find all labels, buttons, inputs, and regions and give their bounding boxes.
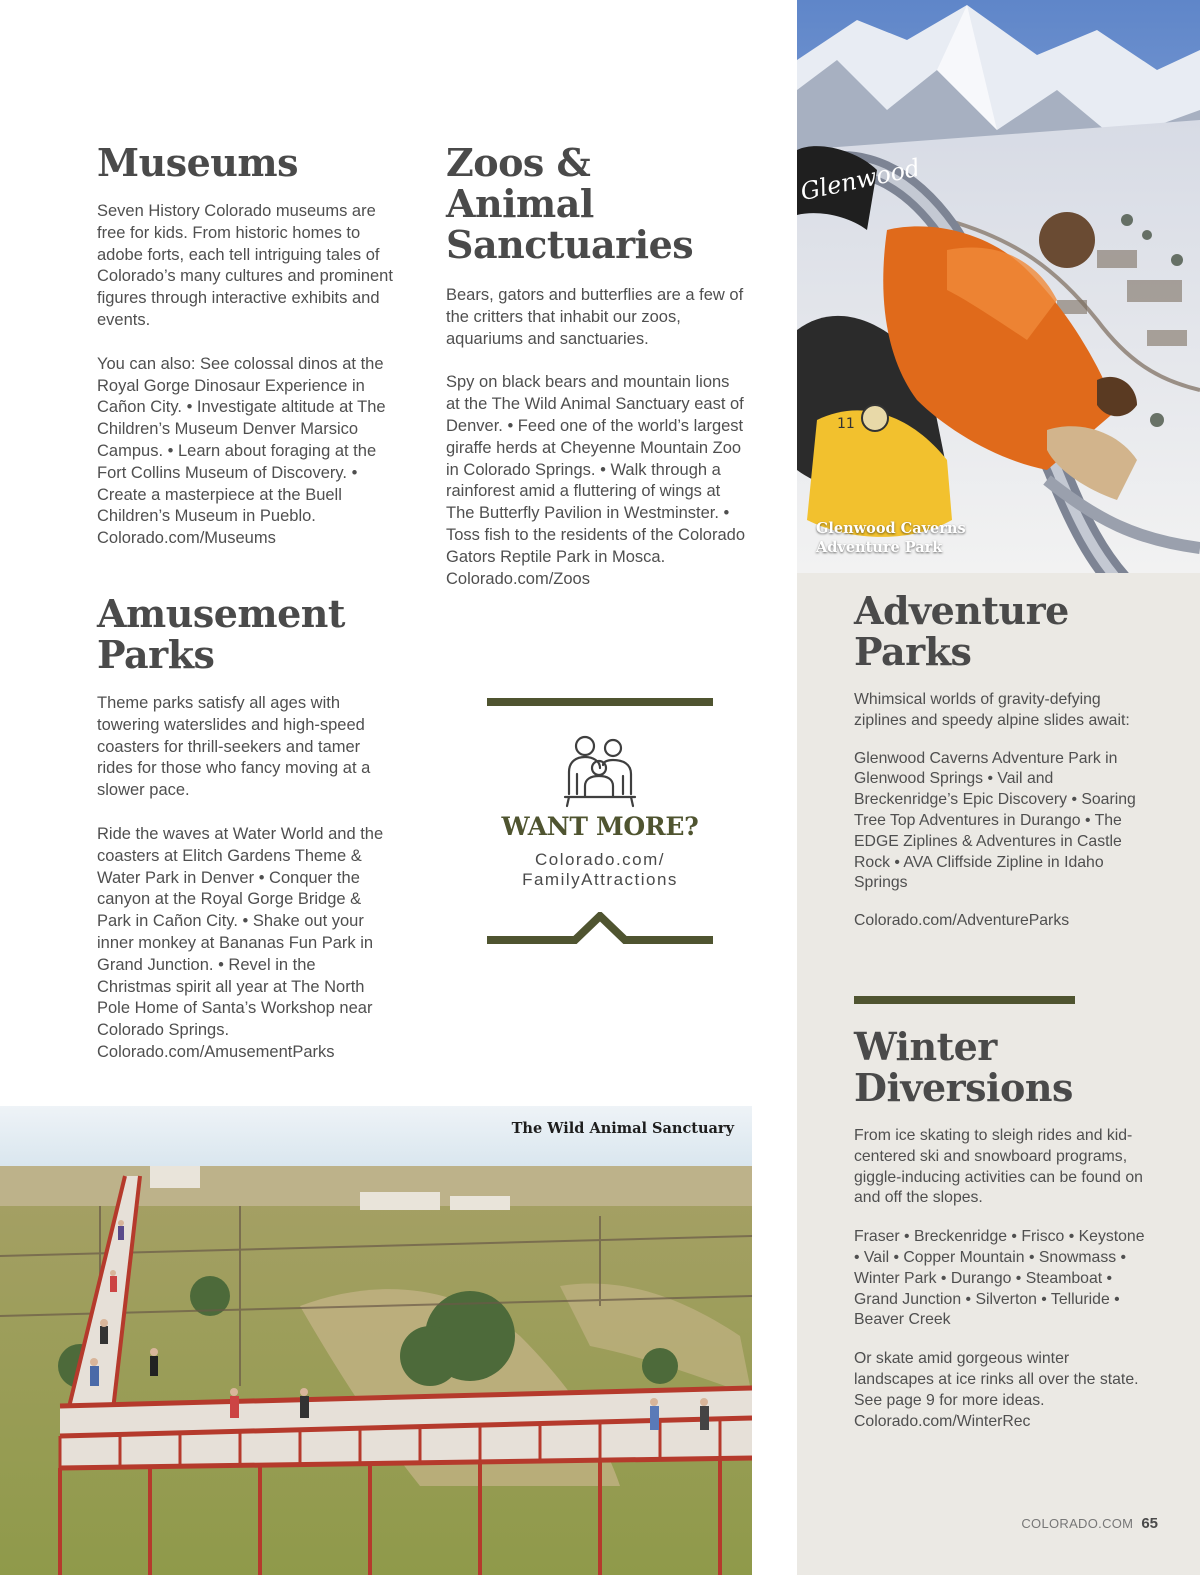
coaster-sign-text: Glenwood — [798, 153, 923, 207]
caption-glenwood-caverns — [816, 519, 966, 557]
adventure-title — [854, 590, 1150, 672]
zoos-title-line: Animal — [446, 181, 594, 226]
want-more-link[interactable] — [487, 850, 713, 890]
family-icon — [563, 734, 637, 810]
museums-details: You can also: See colossal dinos at the Royal Gorge Dinosaur Experience in Cañon City. • Investigate altitude at The Children’s Museum Denver Marsico Campus. • Learn about foraging at the Fort Collins Museum of Discovery. • Create a masterpiece at the Buell Children’s Museum in Pueblo. Colorado.com/Museums — [97, 354, 386, 548]
callout-bottom-rule — [487, 912, 713, 946]
adventure-title-line: Parks — [854, 629, 972, 674]
footer-site[interactable]: COLORADO.COM — [1021, 1516, 1134, 1531]
winter-more: Or skate amid gorgeous winter landscapes at ice rinks all over the state. See page 9 for more ideas. Colorado.com/WinterRec — [854, 1350, 1139, 1430]
amusement-title — [97, 593, 391, 675]
amusement-title-line: Amusement — [97, 591, 345, 636]
museums-intro: Seven History Colorado museums are free for kids. From historic homes to adobe forts, each tell intriguing tales of Colorado’s many cultures and prominent figures through interactive exhibits and events. — [97, 202, 393, 329]
coaster-car-number: 11 — [837, 416, 855, 432]
caption-wild-animal-sanctuary: The Wild Animal Sanctuary — [511, 1120, 734, 1137]
sanctuary-illustration — [0, 1106, 752, 1575]
want-more-link-line[interactable]: FamilyAttractions — [522, 870, 678, 889]
caption-line: Adventure Park — [816, 539, 943, 556]
winter-title — [854, 1026, 1150, 1108]
want-more-link-line[interactable]: Colorado.com/ — [534, 850, 666, 869]
winter-title-line: Diversions — [854, 1065, 1073, 1110]
adventure-link[interactable]: Colorado.com/AdventureParks — [854, 912, 1070, 930]
amusement-title-line: Parks — [97, 632, 215, 677]
winter-intro: From ice skating to sleigh rides and kid-centered ski and snowboard programs, giggle-inducing activities can be found on and off the slopes. — [854, 1127, 1143, 1207]
adventure-list: Glenwood Caverns Adventure Park in Glenwood Springs • Vail and Breckenridge’s Epic Discovery • Soaring Tree Top Adventures in Durango • The EDGE Ziplines & Adventures in Castle Rock • AVA Cliffside Zipline in Idaho Springs — [854, 749, 1136, 892]
winter-top-rule — [854, 996, 1075, 1004]
winter-title-line: Winter — [854, 1024, 997, 1069]
section-adventure-parks — [854, 590, 1150, 932]
zoos-title — [446, 142, 746, 265]
coaster-illustration — [797, 0, 1200, 573]
want-more-callout — [487, 690, 713, 950]
section-amusement-parks — [97, 593, 391, 1064]
caption-line: Glenwood Caverns — [816, 520, 966, 537]
page-footer — [1021, 1515, 1158, 1532]
museums-title: Museums — [97, 140, 298, 185]
amusement-details: Ride the waves at Water World and the coasters at Elitch Gardens Theme & Water Park in Denver • Conquer the canyon at the Royal Gorge Bridge & Park in Cañon City. • Shake out your inner monkey at Bananas Fun Park in Grand Junction. • Revel in the Christmas spirit all year at The North Pole Home of Santa’s Workshop near Colorado Springs. Colorado.com/AmusementParks — [97, 824, 384, 1061]
adventure-title-line: Adventure — [854, 588, 1069, 633]
zoos-title-line: Zoos & — [446, 140, 591, 185]
callout-top-rule — [487, 698, 713, 706]
want-more-title: WANT MORE? — [501, 812, 699, 841]
section-winter-diversions — [854, 1026, 1150, 1432]
zoos-intro: Bears, gators and butterflies are a few of the critters that inhabit our zoos, aquariums and sanctuaries. — [446, 286, 744, 348]
winter-locations: Fraser • Breckenridge • Frisco • Keystone • Vail • Copper Mountain • Snowmass • Winter Park • Durango • Steamboat • Grand Junction • Silverton • Telluride • Beaver Creek — [854, 1228, 1145, 1329]
amusement-intro: Theme parks satisfy all ages with towering waterslides and high-speed coasters for thrill-seekers and tamer rides for those who fancy moving at a slower pace. — [97, 694, 371, 800]
photo-wild-animal-sanctuary — [0, 1106, 752, 1575]
page-number: 65 — [1141, 1515, 1158, 1532]
photo-glenwood-caverns — [797, 0, 1200, 573]
section-museums — [97, 142, 397, 550]
section-zoos — [446, 142, 746, 590]
adventure-intro: Whimsical worlds of gravity-defying ziplines and speedy alpine slides await: — [854, 691, 1130, 729]
zoos-details: Spy on black bears and mountain lions at the The Wild Animal Sanctuary east of Denver. • Feed one of the world’s largest giraffe herds at Cheyenne Mountain Zoo in Colorado Springs. • Walk through a rainforest amid a fluttering of wings at The Butterfly Pavilion in Westminster. • Toss fish to the residents of the Colorado Gators Reptile Park in Mosca. Colorado.com/Zoos — [446, 373, 745, 588]
zoos-title-line: Sanctuaries — [446, 222, 694, 267]
